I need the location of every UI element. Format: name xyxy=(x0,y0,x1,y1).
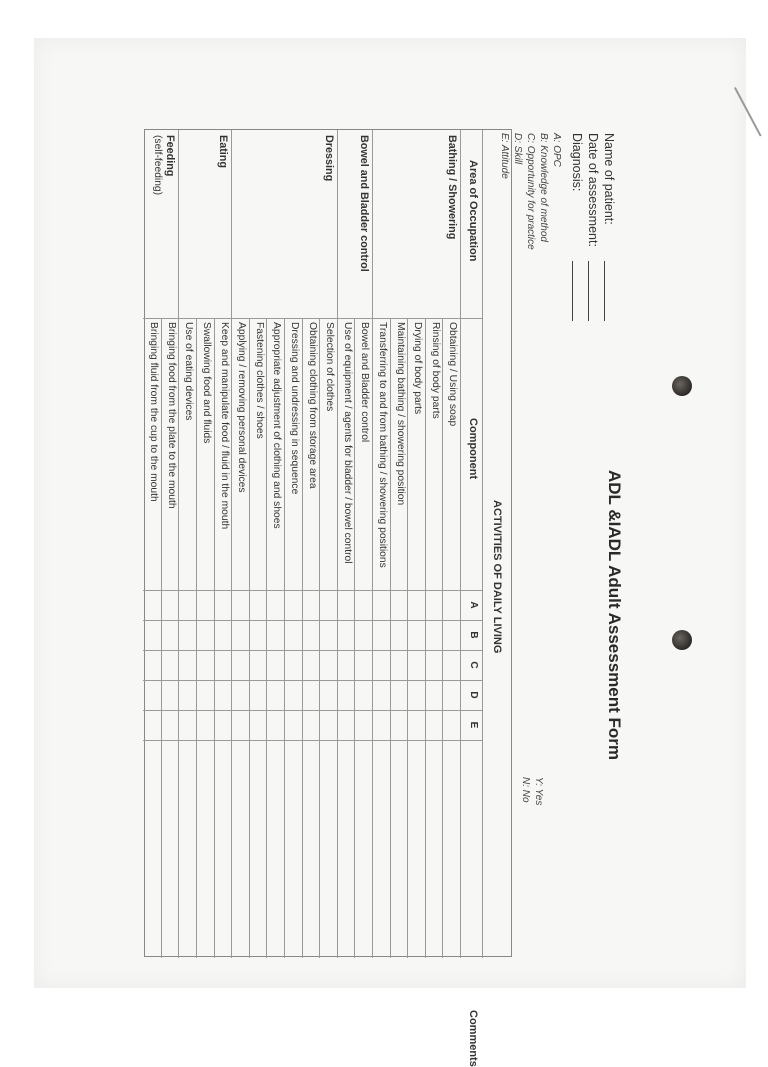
component-row: Bringing food from the plate to the mouth xyxy=(165,322,177,509)
diagnosis-field xyxy=(570,133,584,191)
patient-name-line[interactable] xyxy=(604,261,605,321)
area-of-occupation: Feeding xyxy=(164,135,177,177)
table-rule xyxy=(319,318,320,958)
table-column-rule xyxy=(143,710,483,711)
area-of-occupation-sub: (self-feeding) xyxy=(152,135,164,196)
component-row: Transferring to and from bathing / showering positions xyxy=(377,322,389,568)
diagnosis-line[interactable] xyxy=(572,261,573,321)
assessment-date-label: Date of assessment: xyxy=(586,133,600,247)
table-rule xyxy=(302,318,303,958)
patient-name-field xyxy=(602,133,616,225)
patient-name-label: Name of patient: xyxy=(602,133,616,225)
area-of-occupation: Bathing / Showering xyxy=(446,135,458,240)
component-row: Selection of clothes xyxy=(324,322,336,412)
table-rule xyxy=(337,318,338,958)
component-row: Maintaining bathing / showering position xyxy=(394,322,406,506)
column-header-comments: Comments xyxy=(467,1010,479,1067)
legend-c: C: Opportunity for practice xyxy=(525,133,536,250)
punch-hole xyxy=(672,630,692,650)
component-row: Swallowing food and fluids xyxy=(201,322,213,444)
legend-no: N: No xyxy=(520,777,531,803)
column-header-e: E xyxy=(468,721,479,729)
column-header-c: C xyxy=(468,661,479,669)
component-row: Obtaining clothing from storage area xyxy=(306,322,318,489)
assessment-date-field xyxy=(586,133,600,247)
table-rule xyxy=(425,318,426,958)
table-column-rule xyxy=(143,620,483,621)
table-rule xyxy=(231,318,232,958)
punch-hole xyxy=(672,376,692,396)
area-of-occupation: Dressing xyxy=(322,135,335,182)
table-rule xyxy=(249,318,250,958)
table-rule xyxy=(372,130,373,318)
table-rule xyxy=(266,318,267,958)
scratch-mark xyxy=(734,87,762,137)
legend-a: A: OPC xyxy=(551,133,562,167)
table-rule xyxy=(390,318,391,958)
component-row: Obtaining / Using soap xyxy=(447,322,459,427)
column-header-area: Area of Occupation xyxy=(467,160,479,262)
component-row: Bowel and Bladder control xyxy=(359,322,371,443)
legend-d: D: Skill xyxy=(512,133,523,165)
legend-e: E: Attitude xyxy=(499,133,510,179)
table-rule xyxy=(196,318,197,958)
component-row: Drying of body parts xyxy=(412,322,424,415)
table-rule xyxy=(161,318,162,958)
area-of-occupation: Eating xyxy=(217,135,230,168)
table-column-rule xyxy=(143,740,483,741)
area-of-occupation: Bowel and Bladder control xyxy=(358,135,370,272)
table-rule xyxy=(442,318,443,958)
section-header: ACTIVITIES OF DAILY LIVING xyxy=(491,500,503,654)
table-column-rule xyxy=(143,650,483,651)
table-column-rule xyxy=(143,318,483,319)
assessment-date-line[interactable] xyxy=(588,261,589,321)
table-rule xyxy=(231,130,232,318)
component-row: Use of equipment / agents for bladder / bowel control xyxy=(341,322,353,564)
table-rule xyxy=(407,318,408,958)
table-rule xyxy=(372,318,373,958)
table-rule xyxy=(214,318,215,958)
component-row: Appropriate adjustment of clothing and shoes xyxy=(271,322,283,529)
table-rule xyxy=(178,318,179,958)
legend-b: B: Knowledge of method xyxy=(538,133,549,242)
component-row: Use of eating devices xyxy=(183,322,195,421)
column-header-component: Component xyxy=(467,418,479,480)
table-rule xyxy=(337,130,338,318)
table-rule xyxy=(284,318,285,958)
column-header-b: B xyxy=(468,631,479,639)
column-header-a: A xyxy=(468,601,479,609)
component-row: Fastening clothes / shoes xyxy=(253,322,265,439)
table-column-rule xyxy=(143,590,483,591)
table-rule xyxy=(482,130,483,958)
component-row: Rinsing of body parts xyxy=(429,322,441,419)
column-header-d: D xyxy=(468,691,479,699)
adl-table xyxy=(144,129,512,1067)
table-rule xyxy=(460,130,461,958)
table-rule xyxy=(354,318,355,958)
table-column-rule xyxy=(143,680,483,681)
component-row: Bringing fluid from the cup to the mouth xyxy=(148,322,160,502)
legend-yes: Y: Yes xyxy=(533,777,544,806)
component-row: Applying / removing personal devices xyxy=(236,322,248,493)
diagnosis-label: Diagnosis: xyxy=(570,133,584,192)
component-row: Dressing and undressing in sequence xyxy=(289,322,301,495)
form-title: ADL &IADL Adult Assessment Form xyxy=(605,470,624,760)
rotated-form xyxy=(132,105,632,1067)
table-rule xyxy=(178,130,179,318)
component-row: Keep and manipulate food / fluid in the mouth xyxy=(218,322,230,530)
